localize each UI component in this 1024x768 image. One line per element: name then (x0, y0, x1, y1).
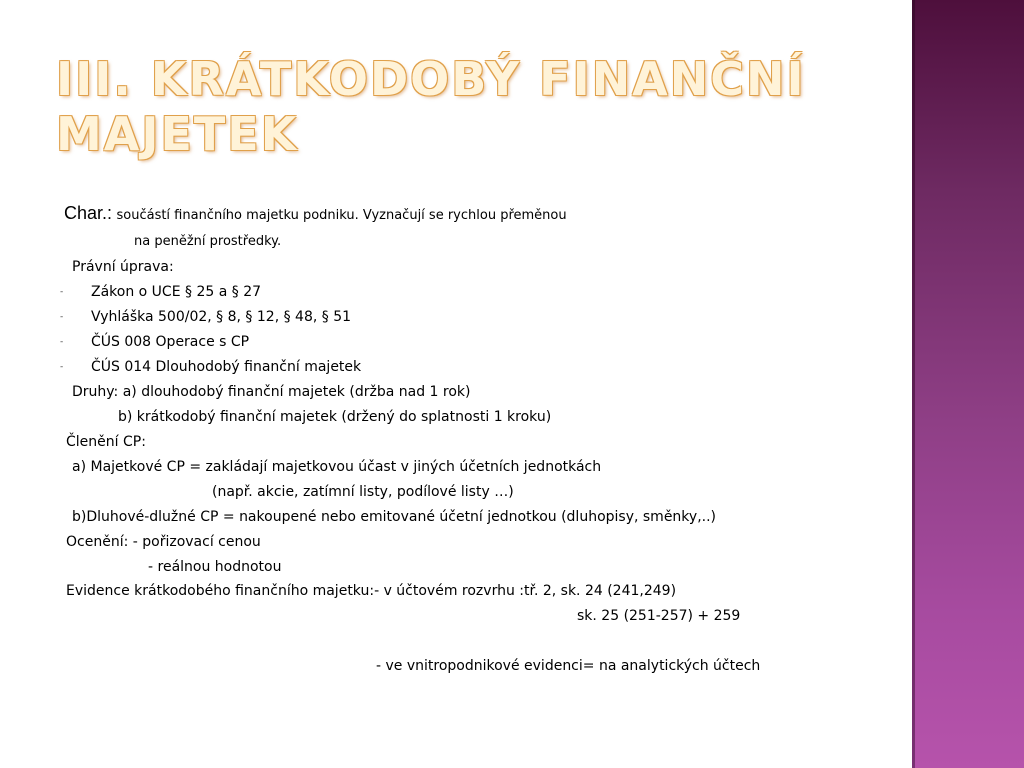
evidence-2: sk. 25 (251-257) + 259 (577, 608, 741, 624)
types-a: Druhy: a) dlouhodobý finanční majetek (držba nad 1 rok) (72, 384, 471, 400)
legal-heading: Právní úprava: (72, 259, 174, 275)
bullet-dash: - (60, 312, 64, 322)
types-b: b) krátkodobý finanční majetek (držený do splatnosti 1 kroku) (118, 409, 552, 425)
side-panel-edge (912, 0, 915, 768)
decorative-side-panel (912, 0, 1024, 768)
char-text: součástí finančního majetku podniku. Vyznačují se rychlou přeměnou (116, 208, 567, 223)
division-b: b)Dluhové-dlužné CP = nakoupené nebo emitované účetní jednotkou (dluhopisy, směnky,..) (72, 509, 717, 525)
char-text-continued: na peněžní prostředky. (134, 234, 282, 249)
bullet-dash: - (60, 337, 64, 347)
bullet-dash: - (60, 287, 64, 297)
bullet-dash: - (60, 362, 64, 372)
valuation-1: Ocenění: - pořizovací cenou (66, 534, 261, 550)
division-heading: Členění CP: (66, 434, 146, 450)
evidence-3: - ve vnitropodnikové evidenci= na analytických účtech (376, 658, 761, 674)
division-a: a) Majetkové CP = zakládají majetkovou účast v jiných účetních jednotkách (72, 459, 602, 475)
evidence-1: Evidence krátkodobého finančního majetku:- v účtovém rozvrhu :tř. 2, sk. 24 (241,249) (66, 583, 677, 599)
char-line (64, 204, 567, 225)
char-label: Char.: (64, 203, 113, 223)
legal-item: ČÚS 014 Dlouhodobý finanční majetek (91, 359, 362, 375)
legal-item: Vyhláška 500/02, § 8, § 12, § 48, § 51 (91, 309, 352, 325)
slide-title: III. KRÁTKODOBÝ FINANČNÍ MAJETEK (56, 52, 806, 161)
legal-item: Zákon o UCE § 25 a § 27 (91, 284, 262, 300)
legal-item: ČÚS 008 Operace s CP (91, 334, 250, 350)
division-a-examples: (např. akcie, zatímní listy, podílové listy …) (212, 484, 514, 500)
valuation-2: - reálnou hodnotou (148, 559, 282, 575)
